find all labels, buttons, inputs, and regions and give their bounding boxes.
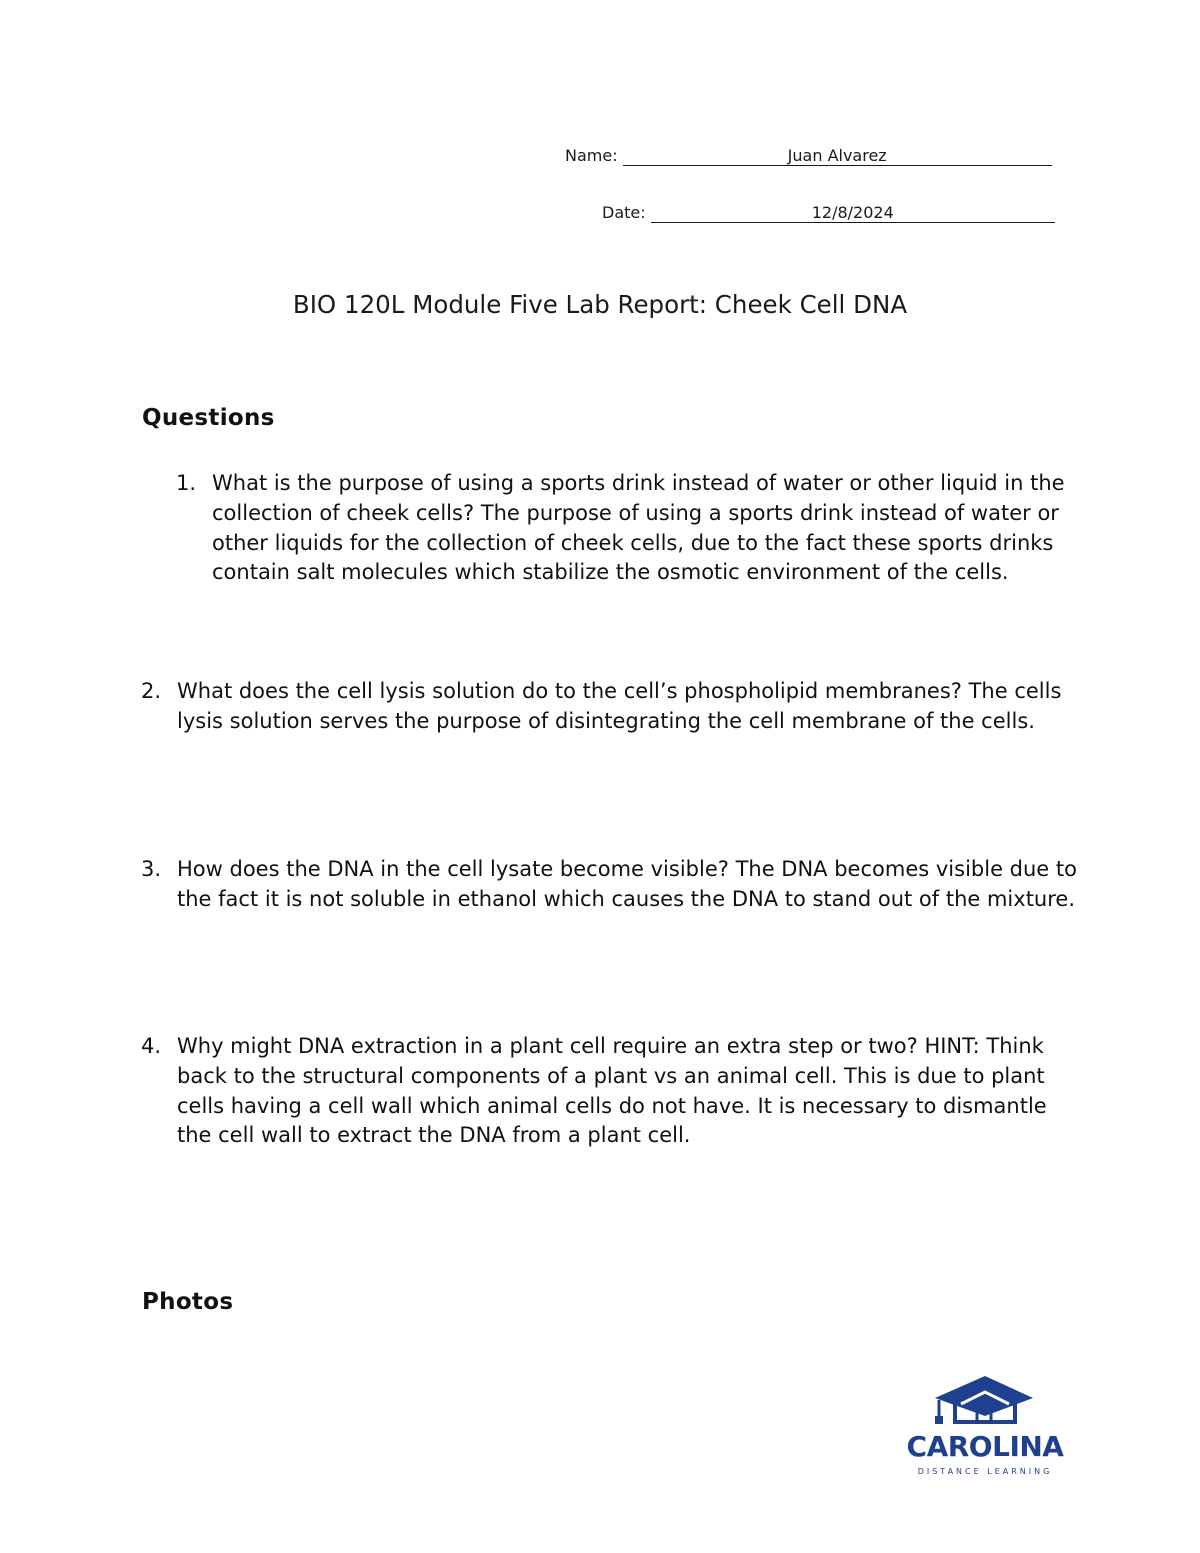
page-title: BIO 120L Module Five Lab Report: Cheek Cell DNA bbox=[292, 290, 908, 319]
photos-heading: Photos bbox=[142, 1289, 234, 1315]
question-item bbox=[141, 855, 1077, 915]
date-value: 12/8/2024 bbox=[651, 204, 1055, 223]
name-value: Juan Alvarez bbox=[623, 147, 1052, 166]
carolina-logo bbox=[906, 1370, 1064, 1480]
question-number: 1. bbox=[176, 471, 197, 495]
graduation-cap-house-icon bbox=[906, 1370, 1064, 1480]
question-number: 3. bbox=[141, 857, 162, 881]
name-label: Name: bbox=[565, 146, 618, 165]
questions-heading: Questions bbox=[142, 405, 275, 431]
date-label: Date: bbox=[602, 203, 646, 222]
question-item bbox=[141, 1032, 1077, 1151]
question-text: Why might DNA extraction in a plant cell require an extra step or two? HINT: Think back to the structural components of a plant vs an animal cell. This is due to plant cells having a cell wall which animal cells do not have. It is necessary to dismantle the cell wall to extract the DNA from a plant cell. bbox=[177, 1034, 1047, 1148]
date-field bbox=[602, 203, 1060, 223]
question-text: What does the cell lysis solution do to the cell’s phospholipid membranes? The cells lysis solution serves the purpose of disintegrating the cell membrane of the cells. bbox=[177, 679, 1062, 733]
question-item bbox=[141, 677, 1077, 737]
name-field bbox=[565, 146, 1060, 166]
question-item bbox=[176, 469, 1072, 588]
logo-name: CAROLINA bbox=[906, 1430, 1064, 1463]
logo-subtitle: DISTANCE LEARNING bbox=[917, 1467, 1053, 1476]
question-text: How does the DNA in the cell lysate become visible? The DNA becomes visible due to the fact it is not soluble in ethanol which causes the DNA to stand out of the mixture. bbox=[177, 857, 1077, 911]
question-text: What is the purpose of using a sports drink instead of water or other liquid in the collection of cheek cells? The purpose of using a sports drink instead of water or other liquids for the collection of cheek cells, due to the fact these sports drinks contain salt molecules which stabilize the osmotic environment of the cells. bbox=[212, 471, 1065, 585]
question-number: 2. bbox=[141, 679, 162, 703]
question-number: 4. bbox=[141, 1034, 162, 1058]
